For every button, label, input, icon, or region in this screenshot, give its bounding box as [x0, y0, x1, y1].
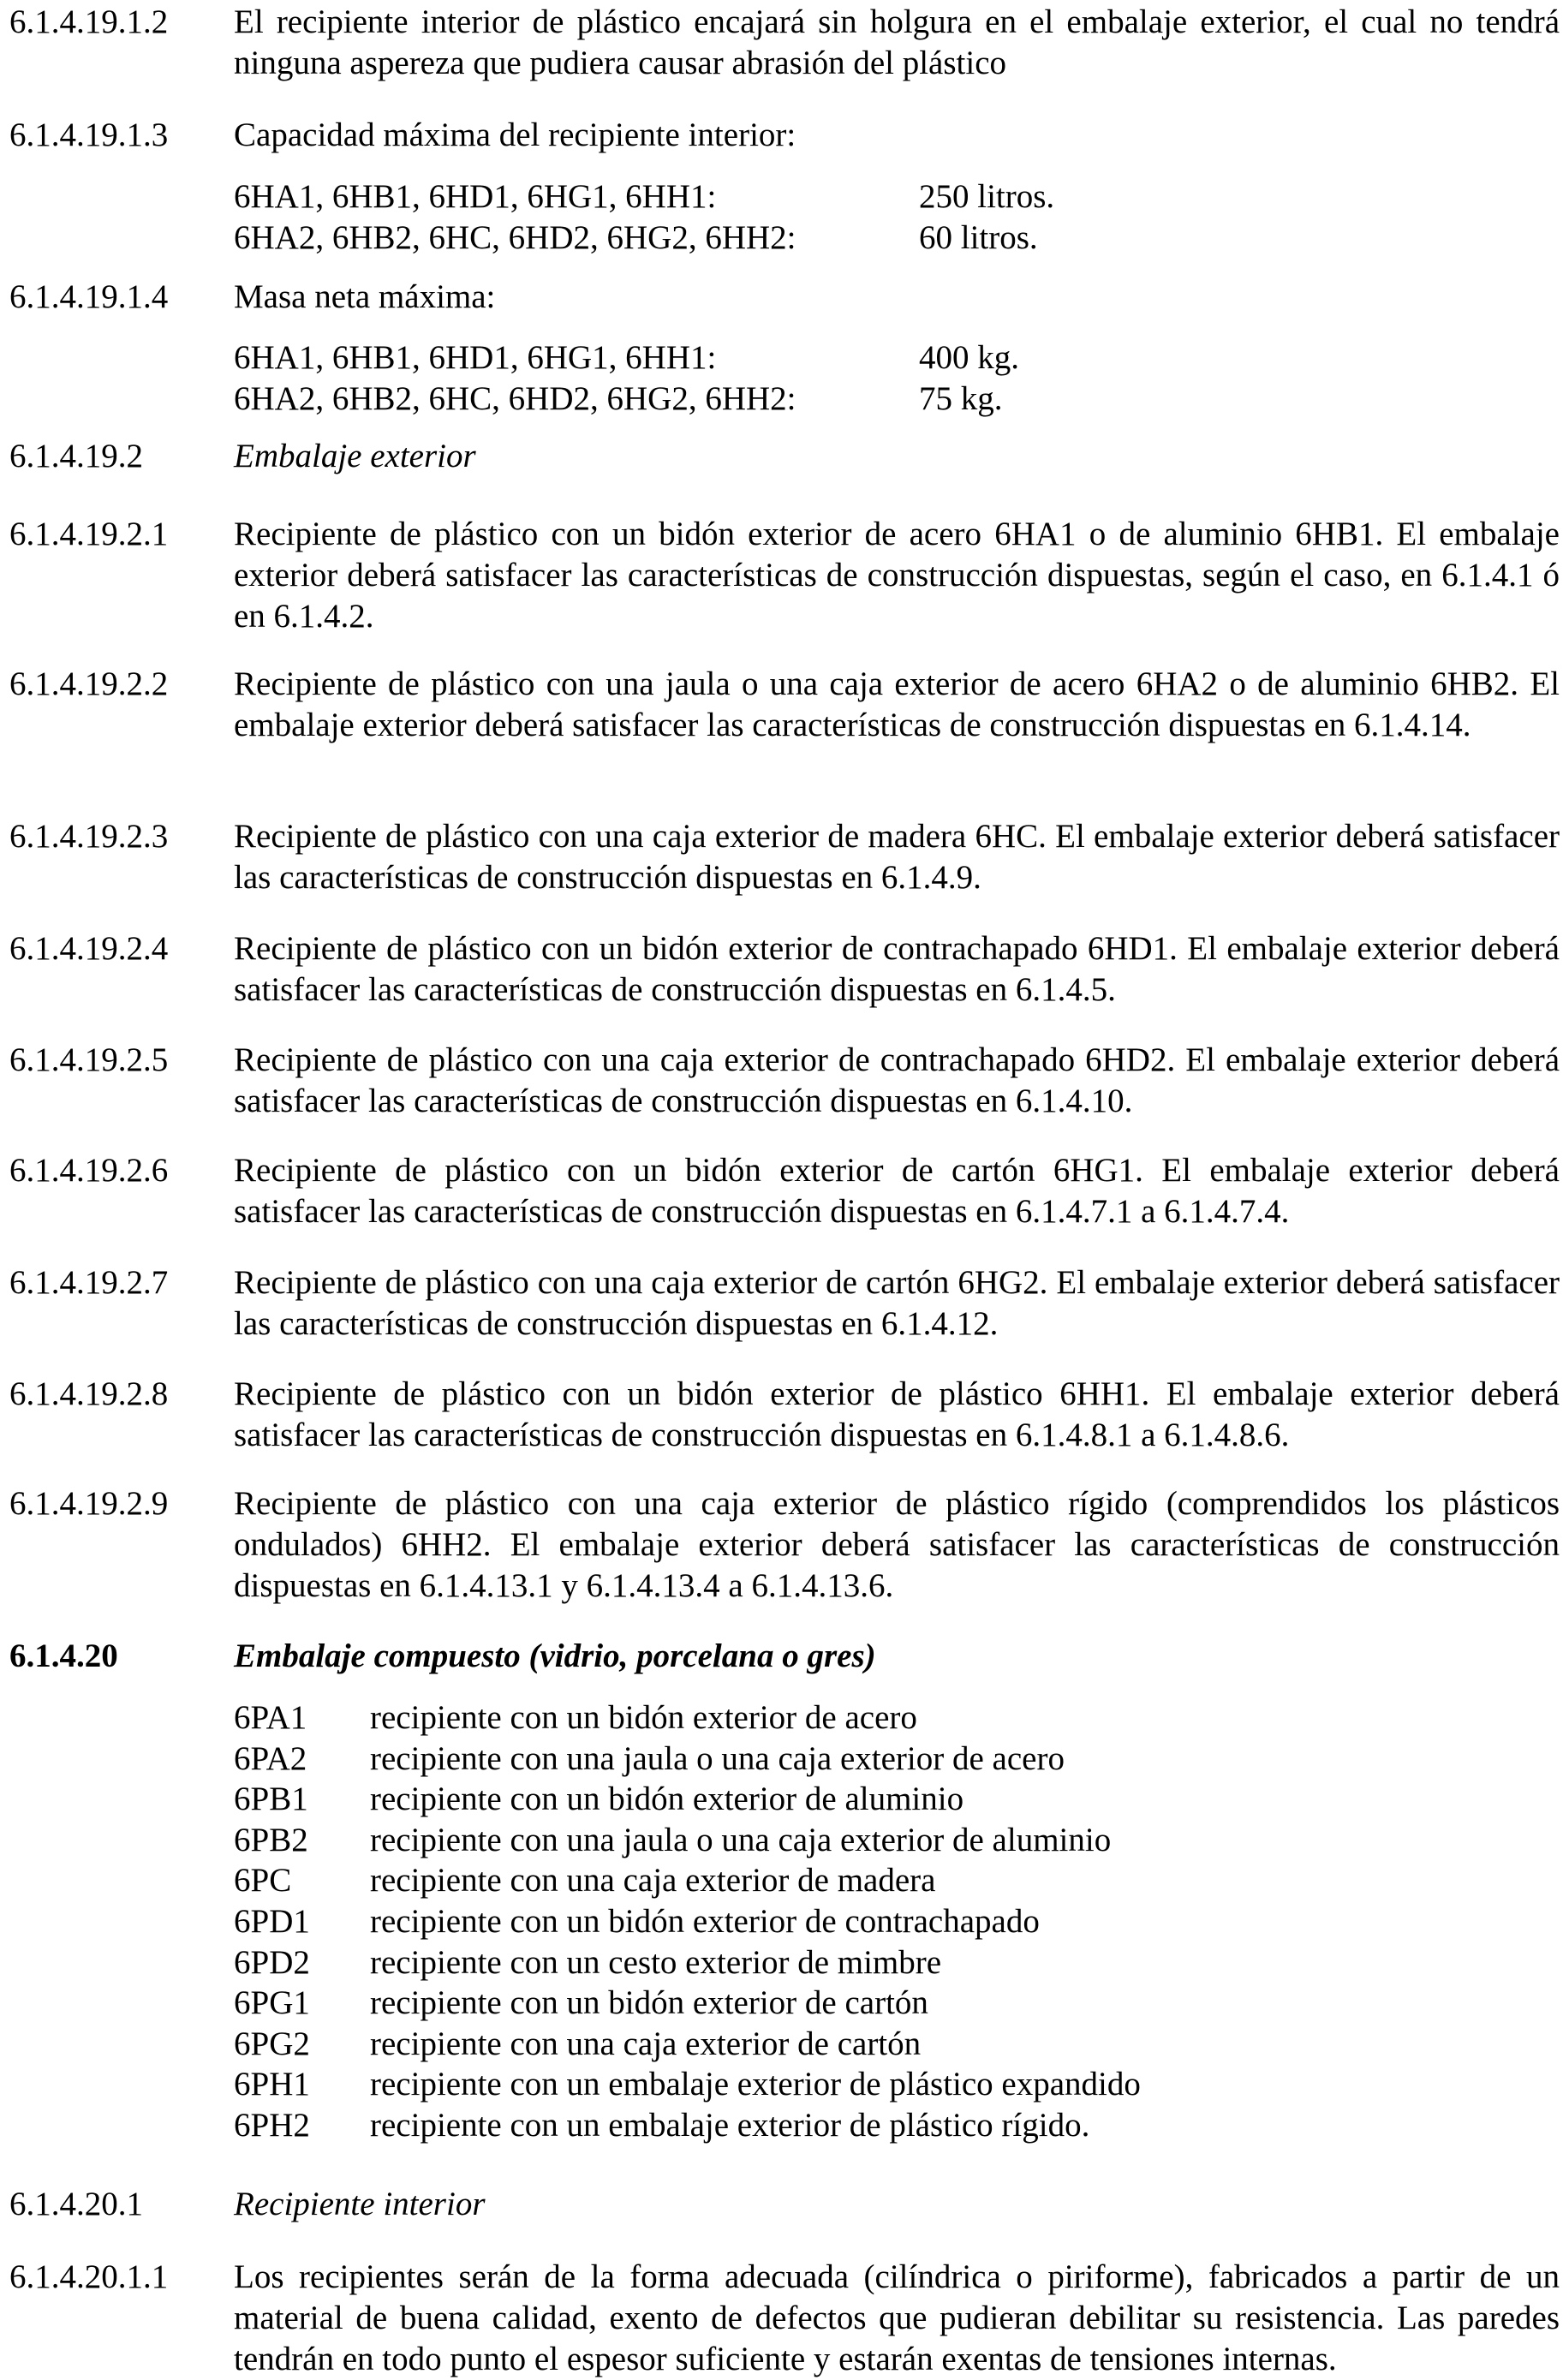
code: 6PG1: [234, 1984, 310, 2022]
list-item: [234, 2024, 922, 2065]
capacity-row: [234, 176, 1055, 218]
section-number: 6.1.4.19.2.5: [9, 1041, 169, 1078]
code: 6PA2: [234, 1739, 307, 1777]
section-number: 6.1.4.19.2.4: [9, 930, 169, 967]
section-text: Recipiente de plástico con un bidón exterior de plástico 6HH1. El embalaje exterior deberá satisfacer las características de construcción dispuestas en 6.1.4.8.1 a 6.1.4.8.6.: [234, 1375, 1560, 1453]
list-item: [234, 1901, 1040, 1942]
capacity-codes: 6HA2, 6HB2, 6HC, 6HD2, 6HG2, 6HH2:: [234, 219, 796, 256]
section-text: Recipiente de plástico con una caja exterior de contrachapado 6HD2. El embalaje exterior deberá satisfacer las características de construcción dispuestas en 6.1.4.10.: [234, 1041, 1560, 1119]
mass-value: 75 kg.: [919, 380, 1003, 417]
section-number: 6.1.4.19.2.2: [9, 665, 169, 702]
code: 6PD1: [234, 1903, 310, 1940]
list-item: [234, 1942, 942, 1983]
section-number: 6.1.4.19.2.7: [9, 1264, 169, 1301]
capacity-row: [234, 218, 1038, 259]
section-number: 6.1.4.19.2: [9, 438, 143, 474]
code-description: recipiente con un cesto exterior de mimbre: [370, 1943, 942, 1981]
section-text: Recipiente de plástico con una jaula o una caja exterior de acero 6HA2 o de aluminio 6HB2. El embalaje exterior deberá satisfacer las características de construcción dispuestas en 6.1.4.14.: [234, 665, 1560, 743]
list-item: [234, 1779, 964, 1820]
mass-row: [234, 337, 1019, 379]
list-item: [234, 1739, 1065, 1780]
section-text: Recipiente de plástico con un bidón exterior de acero 6HA1 o de aluminio 6HB1. El embalaje exterior deberá satisfacer las características de construcción dispuestas, según el caso, en 6.1.4.1 ó en 6.1.4.2.: [234, 516, 1560, 635]
code: 6PG2: [234, 2025, 310, 2062]
section-text: Recipiente de plástico con una caja exterior de plástico rígido (comprendidos los plásticos ondulados) 6HH2. El embalaje exterior deberá satisfacer las características de construcción dispuestas en 6.1.4.13.1 y 6.1.4.13.4 a 6.1.4.13.6.: [234, 1485, 1560, 1604]
code: 6PH2: [234, 2107, 310, 2144]
code-description: recipiente con un embalaje exterior de plástico rígido.: [370, 2107, 1090, 2144]
code: 6PB1: [234, 1781, 308, 1818]
code-description: recipiente con un bidón exterior de acero: [370, 1699, 917, 1736]
section-number: 6.1.4.20.1.1: [9, 2258, 169, 2295]
mass-value: 400 kg.: [919, 339, 1019, 376]
section-number: 6.1.4.19.2.3: [9, 818, 169, 855]
code: 6PD2: [234, 1943, 310, 1981]
section-text: Recipiente de plástico con un bidón exterior de cartón 6HG1. El embalaje exterior deberá satisfacer las características de construcción dispuestas en 6.1.4.7.1 a 6.1.4.7.4.: [234, 1152, 1560, 1230]
code: 6PC: [234, 1862, 292, 1900]
section-number: 6.1.4.19.2.1: [9, 516, 169, 552]
list-item: [234, 1820, 1112, 1861]
mass-row: [234, 379, 1003, 420]
list-item: [234, 1983, 928, 2024]
list-item: [234, 2064, 1141, 2105]
mass-codes: 6HA2, 6HB2, 6HC, 6HD2, 6HG2, 6HH2:: [234, 380, 796, 417]
capacity-codes: 6HA1, 6HB1, 6HD1, 6HG1, 6HH1:: [234, 178, 717, 215]
section-number: 6.1.4.19.1.3: [9, 116, 169, 153]
section-heading: Embalaje exterior: [234, 438, 476, 474]
capacity-value: 250 litros.: [919, 178, 1055, 215]
code-description: recipiente con un embalaje exterior de plástico expandido: [370, 2066, 1141, 2103]
section-number: 6.1.4.19.2.6: [9, 1152, 169, 1189]
capacity-value: 60 litros.: [919, 219, 1038, 256]
code-description: recipiente con una caja exterior de madera: [370, 1862, 936, 1900]
section-number: 6.1.4.20.1: [9, 2186, 143, 2222]
code: 6PH1: [234, 2066, 310, 2103]
mass-codes: 6HA1, 6HB1, 6HD1, 6HG1, 6HH1:: [234, 339, 717, 376]
list-item: [234, 1860, 936, 1901]
section-text: Recipiente de plástico con una caja exterior de madera 6HC. El embalaje exterior deberá satisfacer las características de construcción dispuestas en 6.1.4.9.: [234, 818, 1560, 896]
code-description: recipiente con un bidón exterior de aluminio: [370, 1781, 964, 1818]
list-item: [234, 1697, 917, 1739]
code: 6PB2: [234, 1821, 308, 1858]
section-number: 6.1.4.19.2.9: [9, 1485, 169, 1522]
code-description: recipiente con una caja exterior de cartón: [370, 2025, 922, 2062]
section-text: Masa neta máxima:: [234, 278, 496, 315]
code-description: recipiente con un bidón exterior de contrachapado: [370, 1903, 1040, 1940]
section-text: Capacidad máxima del recipiente interior:: [234, 116, 796, 153]
section-text: Recipiente de plástico con una caja exterior de cartón 6HG2. El embalaje exterior deberá satisfacer las características de construcción dispuestas en 6.1.4.12.: [234, 1264, 1560, 1342]
code-description: recipiente con una jaula o una caja exterior de acero: [370, 1739, 1065, 1777]
section-text: Los recipientes serán de la forma adecuada (cilíndrica o piriforme), fabricados a partir de un material de buena calidad, exento de defectos que pudieran debilitar su resistencia. Las paredes tendrán en todo punto el espesor suficiente y estarán exentas de tensiones internas.: [234, 2258, 1560, 2377]
section-text: Recipiente de plástico con un bidón exterior de contrachapado 6HD1. El embalaje exterior deberá satisfacer las características de construcción dispuestas en 6.1.4.5.: [234, 930, 1560, 1008]
list-item: [234, 2105, 1090, 2146]
code-description: recipiente con un bidón exterior de cartón: [370, 1984, 928, 2022]
code-description: recipiente con una jaula o una caja exterior de aluminio: [370, 1821, 1112, 1858]
section-text: El recipiente interior de plástico encajará sin holgura en el embalaje exterior, el cual no tendrá ninguna aspereza que pudiera causar abrasión del plástico: [234, 3, 1560, 81]
code: 6PA1: [234, 1699, 307, 1736]
section-number: 6.1.4.20: [9, 1637, 118, 1674]
section-heading: Recipiente interior: [234, 2186, 486, 2222]
section-number: 6.1.4.19.2.8: [9, 1375, 169, 1412]
section-number: 6.1.4.19.1.4: [9, 278, 169, 315]
section-heading: Embalaje compuesto (vidrio, porcelana o gres): [234, 1637, 876, 1674]
section-number: 6.1.4.19.1.2: [9, 3, 169, 40]
